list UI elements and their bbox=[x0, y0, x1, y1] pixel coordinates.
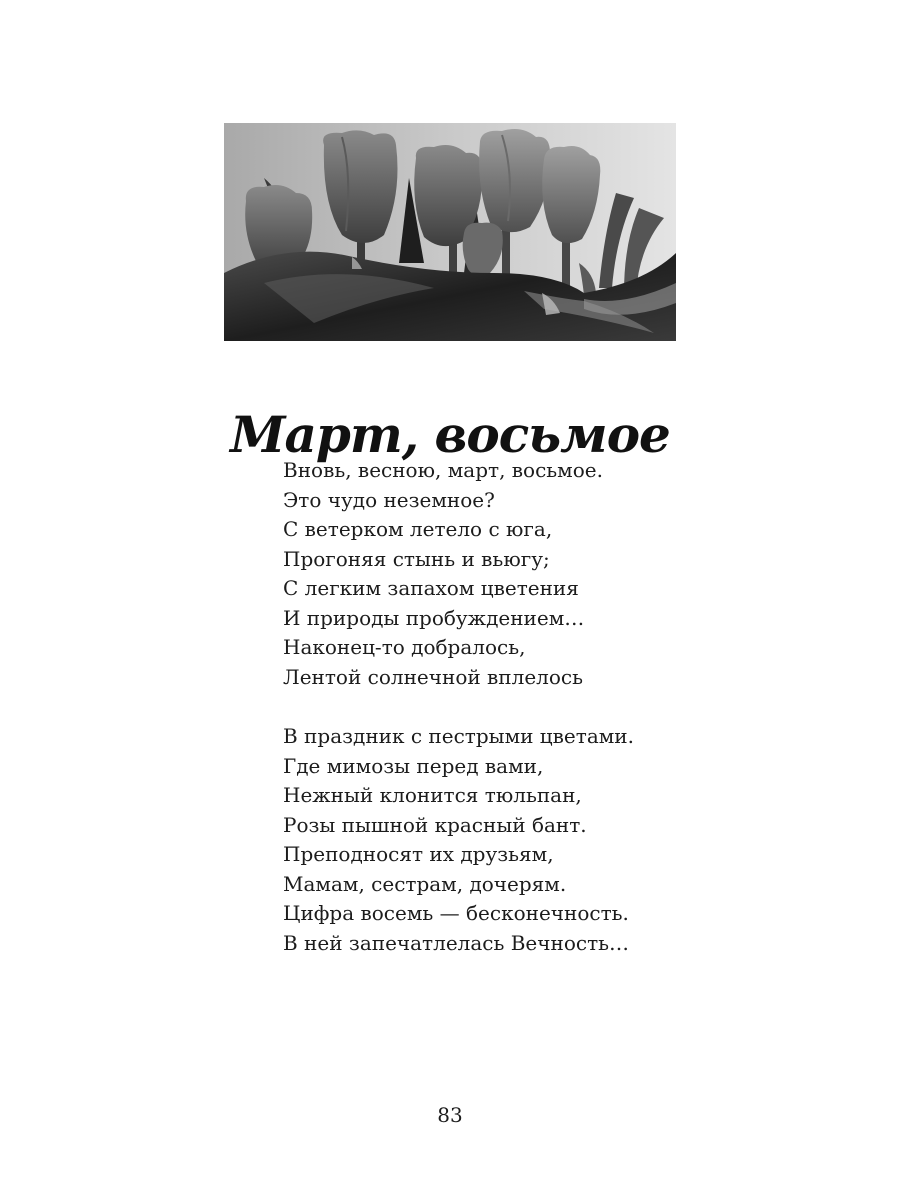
poem-line: Это чудо неземное? bbox=[283, 487, 495, 512]
poem-title: Март, восьмое bbox=[230, 404, 670, 464]
poem-line: Преподносят их друзьям, bbox=[283, 842, 554, 866]
poem-line: Нежный клонится тюльпан, bbox=[283, 783, 582, 807]
page-number: 83 bbox=[437, 1103, 463, 1127]
tulips-illustration bbox=[224, 123, 676, 341]
poem-line: С легким запахом цветения bbox=[283, 576, 579, 600]
poem-line: Наконец-то добралось, bbox=[283, 635, 526, 659]
poem-line: И природы пробуждением… bbox=[283, 605, 585, 630]
poem-line: В праздник с пестрыми цветами. bbox=[283, 724, 634, 748]
poem-line: Розы пышной красный бант. bbox=[283, 812, 587, 837]
poem-stanza-2 bbox=[283, 722, 843, 958]
poem-line: С ветерком летело с юга, bbox=[283, 517, 553, 541]
poem-line: Прогоняя стынь и вьюгу; bbox=[283, 546, 550, 571]
tulips-photo bbox=[224, 123, 676, 341]
poem-line: Цифра восемь — бесконечность. bbox=[283, 901, 629, 925]
poem-stanza-1 bbox=[283, 456, 843, 692]
poem-line: Лентой солнечной вплелось bbox=[283, 664, 584, 689]
poem-body bbox=[283, 456, 843, 958]
poem-line: В ней запечатлелась Вечность… bbox=[283, 930, 630, 955]
poem-line: Вновь, весною, март, восьмое. bbox=[283, 458, 603, 482]
poem-line: Где мимозы перед вами, bbox=[283, 753, 544, 778]
poem-line: Мамам, сестрам, дочерям. bbox=[283, 871, 567, 896]
